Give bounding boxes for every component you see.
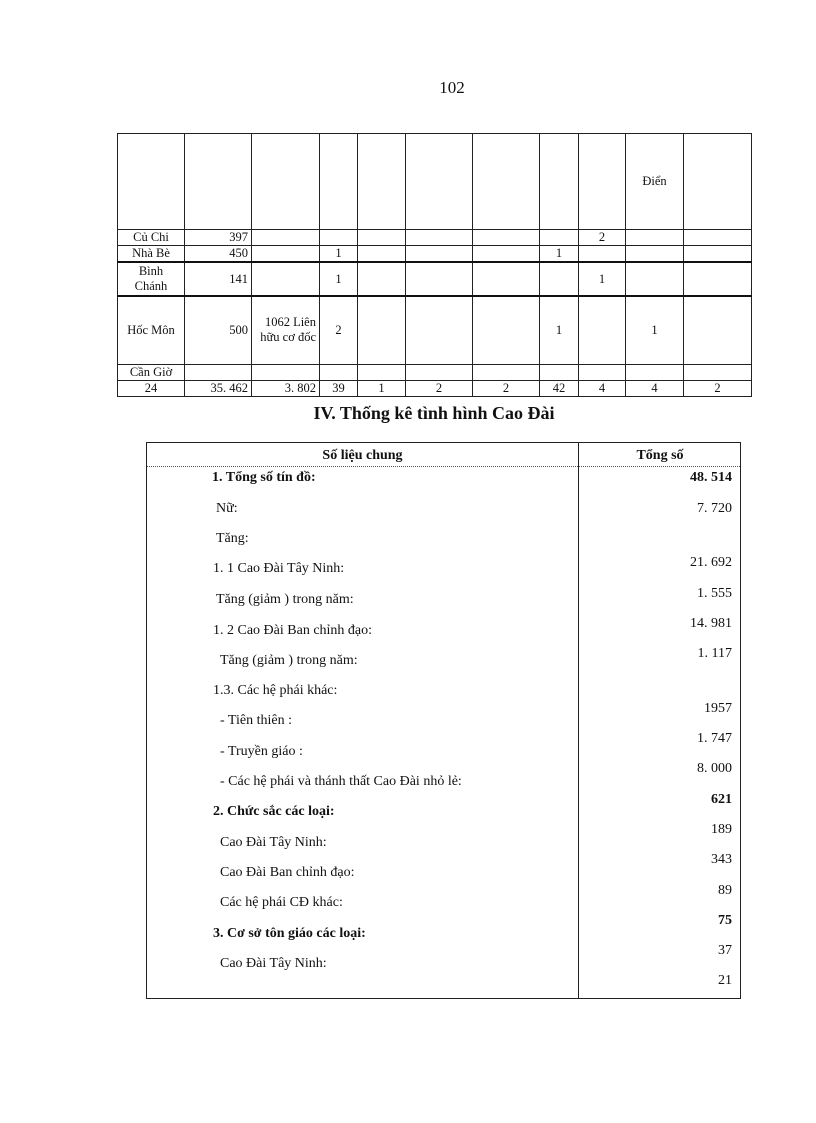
column-divider xyxy=(578,443,579,998)
header-general-data: Số liệu chung xyxy=(322,448,403,463)
stats-value: 1. 117 xyxy=(697,646,732,661)
stats-label: Tăng (giảm ) trong năm: xyxy=(220,653,358,668)
stats-value: 48. 514 xyxy=(690,470,732,485)
stats-label: Tăng (giảm ) trong năm: xyxy=(216,592,354,607)
stats-header xyxy=(147,443,740,467)
stats-label: - Tiên thiên : xyxy=(220,713,292,728)
district-table xyxy=(117,133,752,397)
stats-label: 1. 2 Cao Đài Ban chỉnh đạo: xyxy=(213,623,373,638)
table-row: Bình Chánh 141 1 1 xyxy=(118,262,752,296)
stats-value: 89 xyxy=(718,883,732,898)
header-total: Tổng số xyxy=(636,448,684,463)
table-row: Củ Chi 397 2 xyxy=(118,230,752,246)
stats-label: Cao Đài Tây Ninh: xyxy=(220,956,327,971)
stats-value: 1. 747 xyxy=(697,731,732,746)
cao-dai-stats-table xyxy=(146,442,741,999)
header-row xyxy=(118,134,752,230)
stats-label: Tăng: xyxy=(216,531,249,546)
stats-label: 1. Tổng số tín đồ: xyxy=(212,470,316,485)
stats-value: 37 xyxy=(718,943,732,958)
table-row xyxy=(118,364,752,380)
stats-label: Các hệ phái CĐ khác: xyxy=(220,895,343,910)
table-row: Nhà Bè 450 1 1 xyxy=(118,246,752,263)
stats-label: 2. Chức sắc các loại: xyxy=(213,804,335,819)
total-row: 24 35. 462 3. 802 39 1 2 2 42 4 4 2 xyxy=(118,380,752,396)
stats-label: 1.3. Các hệ phái khác: xyxy=(213,683,338,698)
district-name: Củ Chi xyxy=(118,230,185,246)
district-name: Hốc Môn xyxy=(118,296,185,364)
stats-label: 1. 1 Cao Đài Tây Ninh: xyxy=(213,561,345,576)
stats-label: Nữ: xyxy=(216,501,238,516)
stats-value: 21. 692 xyxy=(690,555,732,570)
stats-value: 189 xyxy=(711,822,732,837)
stats-label: - Các hệ phái và thánh thất Cao Đài nhỏ lẻ: xyxy=(220,774,462,789)
stats-value: 7. 720 xyxy=(697,501,732,516)
stats-value: 8. 000 xyxy=(697,761,732,776)
section-title: IV. Thống kê tình hình Cao Đài xyxy=(313,403,555,423)
stats-value: 21 xyxy=(718,973,732,988)
district-name: Cần Giờ xyxy=(118,364,185,380)
stats-value: 75 xyxy=(718,913,732,928)
stats-label: Cao Đài Tây Ninh: xyxy=(220,835,327,850)
header-cell-dien: Điển xyxy=(626,134,684,230)
stats-label: 3. Cơ sở tôn giáo các loại: xyxy=(213,926,366,941)
page-number: 102 xyxy=(439,78,465,97)
district-name: Bình Chánh xyxy=(118,262,185,296)
stats-value: 1. 555 xyxy=(697,586,732,601)
stats-value: 14. 981 xyxy=(690,616,732,631)
stats-value: 621 xyxy=(711,792,732,807)
stats-value: 343 xyxy=(711,852,732,867)
stats-label: Cao Đài Ban chỉnh đạo: xyxy=(220,865,355,880)
district-name: Nhà Bè xyxy=(118,246,185,263)
table-row: Hốc Môn 500 1062 Liên hữu cơ đốc 2 1 1 xyxy=(118,296,752,364)
stats-value: 1957 xyxy=(704,701,732,716)
stats-label: - Truyền giáo : xyxy=(220,744,303,759)
